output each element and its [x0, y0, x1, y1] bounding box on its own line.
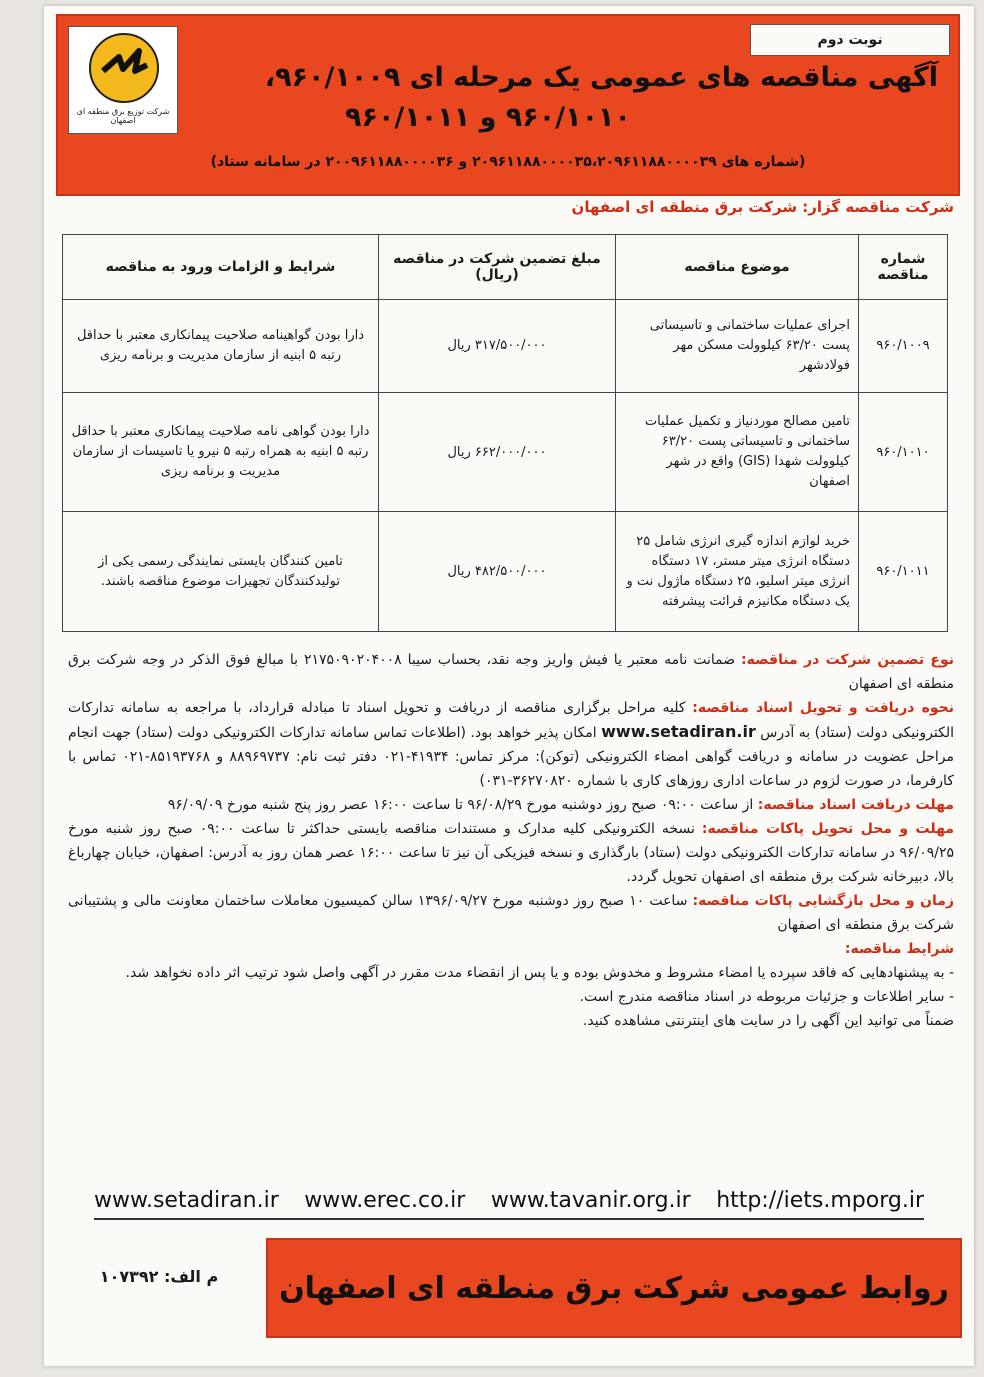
table-row: [63, 392, 948, 512]
page-title-line-1: آگهی مناقصه های عمومی یک مرحله ای ۹۶۰/۱۰۰۹،: [264, 62, 938, 93]
submit-text: نسخه الکترونیکی کلیه مدارک و مستندات مناقصه بایستی حداکثر تا ساعت ۰۹:۰۰ صبح روز شنبه مورخ ۹۶/۰۹/۲۵ در سامانه تدارکات الکترونیکی دولت (ستاد) بارگذاری و نسخه فیزیکی آن نیز تا ساعت ۱۶:۰۰ عصر همان روز به آدرس: اصفهان، خیابان چهارباغ بالا، دبیرخانه شرکت برق منطقه ای اصفهان تحویل گردد.: [68, 821, 954, 885]
entry-conditions: دارا بودن گواهی نامه صلاحیت پیمانکاری معتبر با حداقل رتبه ۵ ابنیه به همراه رتبه ۵ نیرو یا تاسیسات از سازمان مدیریت و برنامه ریزی: [63, 392, 379, 512]
tender-system-numbers: (شماره های ۲۰۹۶۱۱۸۸۰۰۰۰۳۵،۲۰۹۶۱۱۸۸۰۰۰۰۳۹ و ۲۰۰۹۶۱۱۸۸۰۰۰۰۳۶ در سامانه ستاد): [210, 154, 806, 170]
tender-subject: اجرای عملیات ساختمانی و تاسیساتی پست ۶۳/۲۰ کیلوولت مسکن مهر فولادشهر: [616, 300, 859, 393]
tender-subject: خرید لوازم اندازه گیری انرژی شامل ۲۵ دستگاه انرژی میتر مستر، ۱۷ دستگاه انرژی میتر اسلیو، ۲۵ دستگاه ماژول نت و یک دستگاه مکانیزم قرائت پیشرفته: [616, 512, 859, 632]
public-relations-title: روابط عمومی شرکت برق منطقه ای اصفهان: [279, 1270, 949, 1306]
link-tavanir[interactable]: www.tavanir.org.ir: [490, 1187, 691, 1213]
docs-label: نحوه دریافت و تحویل اسناد مناقصه:: [692, 700, 955, 716]
condition-item: - به پیشنهادهایی که فاقد سپرده یا امضاء مشروط و مخدوش بوده و یا پس از انقضاء مدت مقرر در آگهی واصل شود ترتیب اثر داده نخواهد شد.: [125, 965, 954, 981]
docs-text-b: امکان پذیر خواهد بود. (اطلاعات تماس سامانه تدارکات الکترونیکی دولت (ستاد) جهت انجام مراحل عضویت در سامانه و دریافت گواهی امضاء الکترونیکی (توکن): مرکز تماس: ۴۱۹۳۴-۰۲۱ دفتر ثبت نام: ۸۸۹۶۹۷۳۷ و ۸۵۱۹۳۷۶۸-۰۲۱ تماس با کارفرما، در صورت لزوم در ساعات اداری روزهای کاری با شماره ۳۶۲۷۰۸۲۰-۰۳۱): [68, 725, 954, 789]
entry-conditions: تامین کنندگان بایستی نمایندگی رسمی یکی از تولیدکنندگان تجهیزات موضوع مناقصه باشند.: [63, 512, 379, 632]
table-row: [63, 300, 948, 393]
footer-banner: [266, 1238, 962, 1338]
tender-table: [62, 234, 948, 632]
edition-badge: نوبت دوم: [750, 24, 950, 56]
setadiran-link[interactable]: www.setadiran.ir: [601, 722, 756, 741]
header-amount: مبلغ تضمین شرکت در مناقصه (ریال): [379, 235, 616, 300]
conditions-label: شرایط مناقصه:: [844, 941, 954, 957]
deadline-label: مهلت دریافت اسناد مناقصه:: [757, 797, 954, 813]
opening-text: ساعت ۱۰ صبح روز دوشنبه مورخ ۱۳۹۶/۰۹/۲۷ سالن کمیسیون معاملات ساختمان معاونت مالی و پشتیبانی شرکت برق منطقه ای اصفهان: [68, 893, 954, 933]
guarantee-amount: ۴۸۲/۵۰۰/۰۰۰ ریال: [379, 512, 616, 632]
header-conditions: شرایط و الزامات ورود به مناقصه: [63, 235, 379, 300]
logo-caption: شرکت توزیع برق منطقه ای اصفهان: [76, 107, 170, 125]
guarantee-paragraph: [68, 648, 954, 696]
link-erec[interactable]: www.erec.co.ir: [304, 1187, 466, 1213]
condition-item: - سایر اطلاعات و جزئیات مربوطه در اسناد مناقصه مندرج است.: [579, 989, 954, 1005]
deadline-paragraph: [68, 793, 954, 817]
website-links: [94, 1182, 924, 1220]
entry-conditions: دارا بودن گواهینامه صلاحیت پیمانکاری معتبر با حداقل رتبه ۵ ابنیه از سازمان مدیریت و برنامه ریزی: [63, 300, 379, 393]
organizer-label: شرکت مناقصه گزار: شرکت برق منطقه ای اصفهان: [571, 198, 954, 216]
tender-notice-page: [44, 6, 974, 1366]
tender-number: ۹۶۰/۱۰۱۰: [859, 392, 948, 512]
opening-label: زمان و محل بازگشایی پاکات مناقصه:: [692, 893, 954, 909]
conditions-heading: [68, 937, 954, 961]
tender-number: ۹۶۰/۱۰۱۱: [859, 512, 948, 632]
reference-number: م الف: ۱۰۷۳۹۲: [99, 1266, 219, 1286]
docs-text-a: کلیه مراحل برگزاری مناقصه از دریافت و تحویل اسناد تا مبادله قرارداد، با مراجعه به سامانه تدارکات الکترونیکی دولت (ستاد) به آدرس: [68, 700, 955, 741]
page-title-line-2: ۹۶۰/۱۰۱۰ و ۹۶۰/۱۰۱۱: [344, 102, 632, 133]
guarantee-label: نوع تضمین شرکت در مناقصه:: [741, 652, 954, 668]
link-iets[interactable]: http://iets.mporg.ir: [716, 1187, 924, 1213]
docs-paragraph: [68, 696, 954, 793]
guarantee-amount: ۳۱۷/۵۰۰/۰۰۰ ریال: [379, 300, 616, 393]
deadline-text: از ساعت ۰۹:۰۰ صبح روز دوشنبه مورخ ۹۶/۰۸/۲۹ تا ساعت ۱۶:۰۰ عصر روز پنج شنبه مورخ ۹۶/۰۹/۰۹: [167, 797, 754, 813]
header-banner: [56, 14, 960, 196]
tender-subject: تامین مصالح موردنیاز و تکمیل عملیات ساختمانی و تاسیساتی پست ۶۳/۲۰ کیلوولت شهدا (GIS) واقع در شهر اصفهان: [616, 392, 859, 512]
lightning-logo-icon: [89, 33, 159, 103]
notice-body: [68, 648, 954, 1033]
submit-label: مهلت و محل تحویل پاکات مناقصه:: [701, 821, 954, 837]
tender-number: ۹۶۰/۱۰۰۹: [859, 300, 948, 393]
guarantee-text: ضمانت نامه معتبر یا فیش واریز وجه نقد، بحساب سیبا ۲۱۷۵۰۹۰۲۰۴۰۰۸ با مبالغ فوق الذکر در وجه شرکت برق منطقه ای اصفهان: [68, 652, 954, 692]
header-subject: موضوع مناقصه: [616, 235, 859, 300]
submit-paragraph: [68, 817, 954, 889]
opening-paragraph: [68, 889, 954, 937]
header-number: شماره مناقصه: [859, 235, 948, 300]
link-setadiran[interactable]: www.setadiran.ir: [94, 1187, 279, 1213]
table-header-row: [63, 235, 948, 300]
guarantee-amount: ۶۶۲/۰۰۰/۰۰۰ ریال: [379, 392, 616, 512]
condition-item: ضمناً می توانید این آگهی را در سایت های اینترنتی مشاهده کنید.: [582, 1013, 954, 1029]
table-row: [63, 512, 948, 632]
